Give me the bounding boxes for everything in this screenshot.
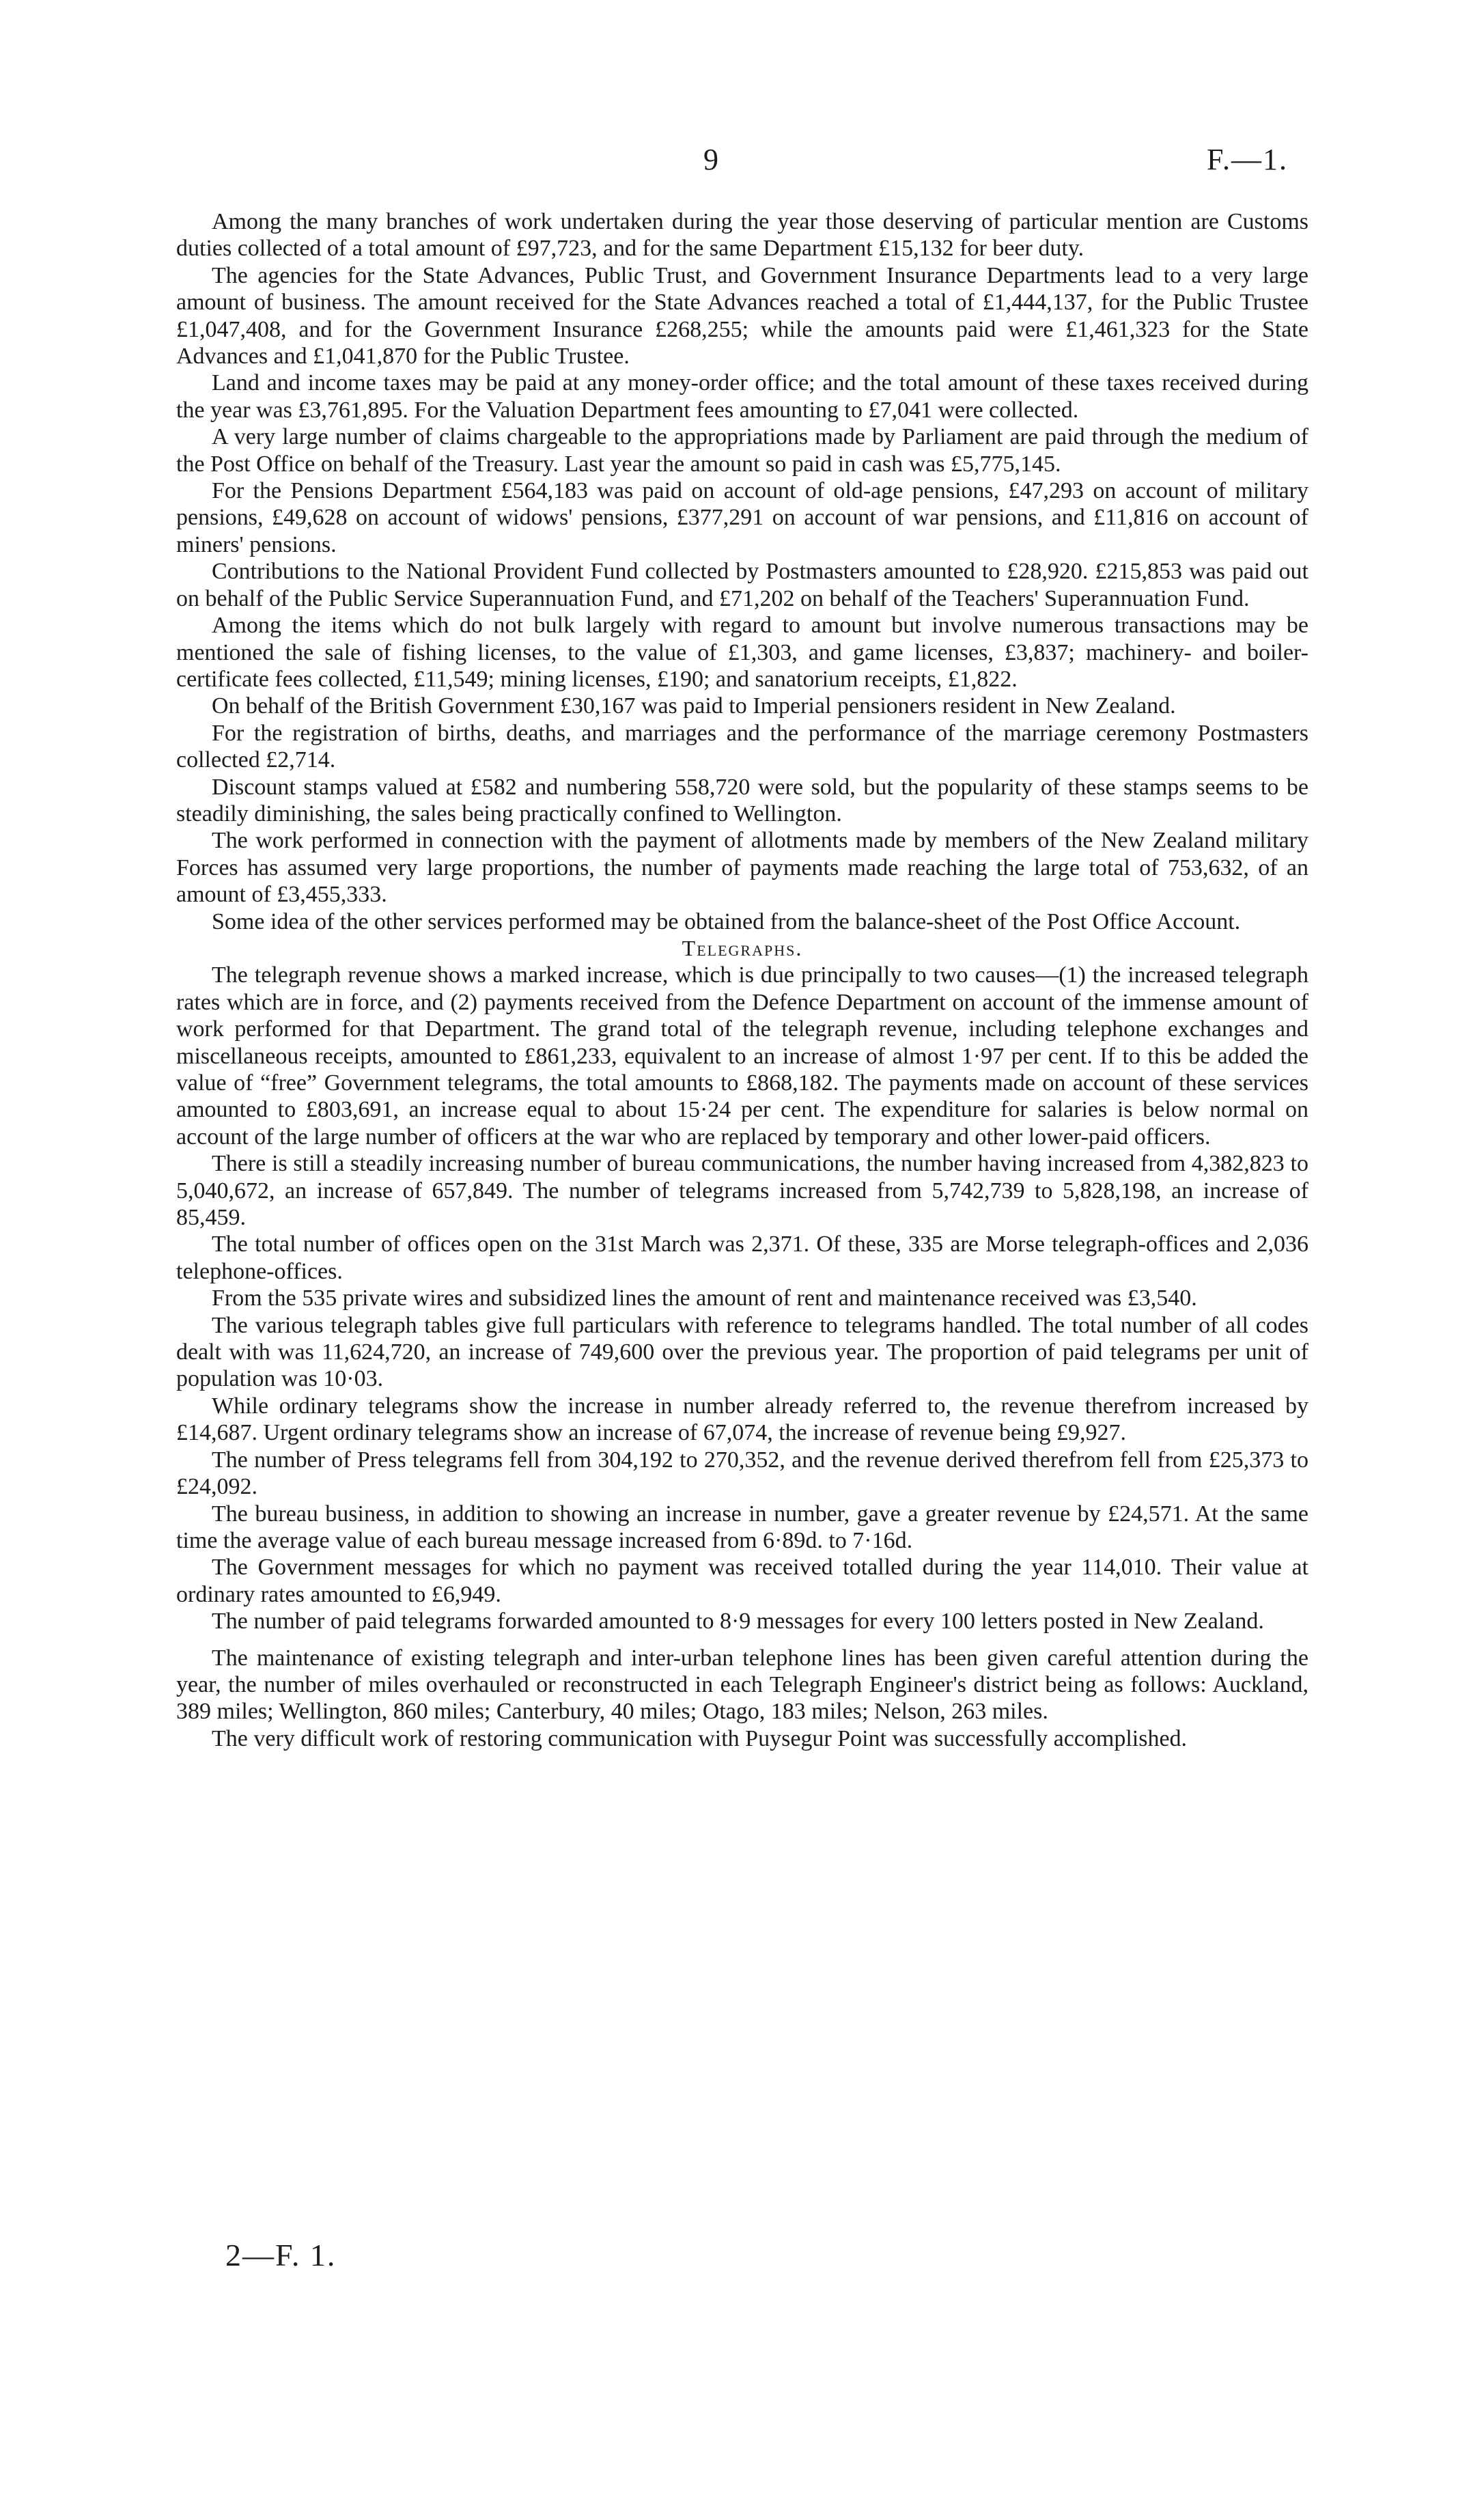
paragraph-telegraph-revenue: The telegraph revenue shows a marked increase, which is due principally to two causes—(1) the increased telegraph rates which are in force, and (2) payments received from the Defence Department on account of the immense amount of work performed for that Department. The grand total of the telegraph revenue, including telephone exchanges and miscellaneous receipts, amounted to £861,233, equivalent to an increase of almost 1·97 per cent. If to this be added the value of “free” Government telegrams, the total amounts to £868,182. The payments made on account of these services amounted to £803,691, an increase equal to about 15·24 per cent. The expenditure for salaries is below normal on account of the large number of officers at the war who are replaced by temporary and other lower-paid officers. bbox=[176, 962, 1308, 1150]
signature-ref: 2—F. 1. bbox=[225, 2238, 337, 2272]
paragraph-pensions: For the Pensions Department £564,183 was paid on account of old-age pensions, £47,293 on account of military pensions, £49,628 on account of widows' pensions, £377,291 on account of war pensions, and £11,816 on account of miners' pensions. bbox=[176, 478, 1308, 557]
paragraph-agencies: The agencies for the State Advances, Public Trust, and Government Insurance Departments lead to a very large amount of business. The amount received for the State Advances reached a total of £1,444,137, for the Public Trustee £1,047,408, and for the Government Insurance £268,255; while the amounts paid were £1,461,323 for the State Advances and £1,041,870 for the Public Trustee. bbox=[176, 262, 1308, 370]
paragraph-telegraph-tables: The various telegraph tables give full particulars with reference to telegrams handled. The total number of all codes dealt with was 11,624,720, an increase of 749,600 over the previous year. The proportion of paid telegrams per unit of population was 10·03. bbox=[176, 1312, 1308, 1392]
paragraph-private-wires: From the 535 private wires and subsidized lines the amount of rent and maintenance received was £3,540. bbox=[212, 1285, 1197, 1311]
paragraph-licenses: Among the items which do not bulk largely with regard to amount but involve numerous transactions may be mentioned the sale of fishing licenses, to the value of £1,303, and game licenses, £3,837; machinery- and boiler-certificate fees collected, £11,549; mining licenses, £190; and sanatorium receipts, £1,822. bbox=[176, 613, 1308, 692]
paragraph-ordinary-telegrams: While ordinary telegrams show the increase in number already referred to, the revenue therefrom increased by £14,687. Urgent ordinary telegrams show an increase of 67,074, the increase of revenue being £9,927. bbox=[176, 1393, 1308, 1446]
section-gap bbox=[176, 1635, 1308, 1645]
section-heading-telegraphs: Telegraphs. bbox=[682, 935, 803, 960]
paragraph-press-telegrams: The number of Press telegrams fell from 304,192 to 270,352, and the revenue derived therefrom fell from £25,373 to £24,092. bbox=[176, 1447, 1308, 1500]
paragraph-taxes: Land and income taxes may be paid at any money-order office; and the total amount of these taxes received during the year was £3,761,895. For the Valuation Department fees amounting to £7,041 were collected. bbox=[176, 370, 1308, 423]
document-body bbox=[176, 208, 1308, 1752]
paragraph-discount-stamps: Discount stamps valued at £582 and numbering 558,720 were sold, but the popularity of these stamps seems to be steadily diminishing, the sales being practically confined to Wellington. bbox=[176, 774, 1308, 826]
paragraph-claims: A very large number of claims chargeable to the appropriations made by Parliament are paid through the medium of the Post Office on behalf of the Treasury. Last year the amount so paid in cash was £5,775,145. bbox=[176, 424, 1308, 477]
paragraph-government-messages: The Government messages for which no payment was received totalled during the year 114,010. Their value at ordinary rates amounted to £6,949. bbox=[176, 1555, 1308, 1607]
paragraph-bureau-communications: There is still a steadily increasing number of bureau communications, the number having increased from 4,382,823 to 5,040,672, an increase of 657,849. The number of telegrams increased from 5,742,739 to 5,828,198, an increase of 85,459. bbox=[176, 1151, 1308, 1231]
paragraph-offices-open: The total number of offices open on the 31st March was 2,371. Of these, 335 are Morse telegraph-offices and 2,036 telephone-offices. bbox=[176, 1232, 1308, 1284]
paragraph-bureau-business: The bureau business, in addition to showing an increase in number, gave a greater revenue by £24,571. At the same time the average value of each bureau message increased from 6·89d. to 7·16d. bbox=[176, 1501, 1308, 1553]
paragraph-customs: Among the many branches of work undertaken during the year those deserving of particular mention are Customs duties collected of a total amount of £97,723, and for the same Department £15,132 for beer duty. bbox=[176, 209, 1308, 262]
paragraph-registration: For the registration of births, deaths, and marriages and the performance of the marriage ceremony Postmasters collected £2,714. bbox=[176, 720, 1308, 773]
page-number: 9 bbox=[703, 143, 718, 176]
paragraph-paid-telegrams: The number of paid telegrams forwarded amounted to 8·9 messages for every 100 letters posted in New Zealand. bbox=[212, 1609, 1264, 1635]
paragraph-allotments: The work performed in connection with the payment of allotments made by members of the New Zealand military Forces has assumed very large proportions, the number of payments made reaching the large total of 753,632, of an amount of £3,455,333. bbox=[176, 828, 1308, 908]
paragraph-other-services: Some idea of the other services performed may be obtained from the balance-sheet of the Post Office Account. bbox=[212, 908, 1241, 934]
paragraph-line-maintenance: The maintenance of existing telegraph and inter-urban telephone lines has been given careful attention during the year, the number of miles overhauled or reconstructed in each Telegraph Engineer's district being as follows: Auckland, 389 miles; Wellington, 860 miles; Canterbury, 40 miles; Otago, 183 miles; Nelson, 263 miles. bbox=[176, 1645, 1308, 1725]
paragraph-imperial-pensioners: On behalf of the British Government £30,167 was paid to Imperial pensioners resident in New Zealand. bbox=[212, 693, 1176, 719]
document-ref: F.—1. bbox=[1207, 143, 1288, 176]
paragraph-puysegur-point: The very difficult work of restoring communication with Puysegur Point was successfully accomplished. bbox=[212, 1725, 1188, 1751]
paragraph-provident-fund: Contributions to the National Provident Fund collected by Postmasters amounted to £28,920. £215,853 was paid out on behalf of the Public Service Superannuation Fund, and £71,202 on behalf of the Teachers' Superannuation Fund. bbox=[176, 559, 1308, 611]
